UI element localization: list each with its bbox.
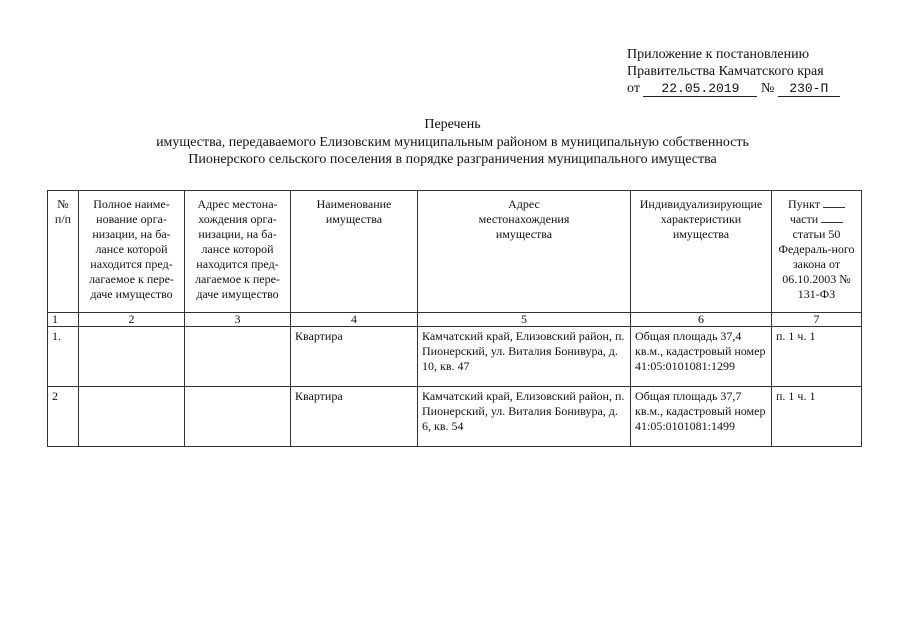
column-number: 6 — [631, 313, 772, 327]
header-characteristics-line-1: Индивидуализирующие — [639, 197, 763, 211]
column-number: 5 — [418, 313, 631, 327]
row-property-name: Квартира — [291, 327, 418, 387]
title-line-3: Пионерского сельского поселения в порядке разграничения муниципального имущества — [188, 152, 717, 167]
row-clause: п. 1 ч. 1 — [772, 327, 862, 387]
header-property-address-line-2: местонахождения — [478, 212, 570, 226]
header-number: № п/п — [48, 191, 79, 313]
header-property-address — [418, 191, 631, 313]
header-characteristics — [631, 191, 772, 313]
header-clause-line-2: части — [776, 212, 857, 227]
row-characteristics: Общая площадь 37,4 кв.м., кадастровый номер 41:05:0101081:1299 — [631, 327, 772, 387]
header-property-name: Наименование имущества — [291, 191, 418, 313]
table-header-row — [48, 191, 862, 313]
attachment-line-2: Правительства Камчатского края — [627, 64, 824, 79]
document-date: 22.05.2019 — [643, 82, 757, 97]
column-number: 3 — [185, 313, 291, 327]
column-number: 7 — [772, 313, 862, 327]
column-number: 4 — [291, 313, 418, 327]
row-property-address: Камчатский край, Елизовский район, п. Пионерский, ул. Виталия Бонивура, д. 6, кв. 54 — [418, 387, 631, 447]
header-clause-line-3: статьи 50 Федераль-ного закона от 06.10.2003 № 131-ФЗ — [778, 227, 855, 301]
column-number: 1 — [48, 313, 79, 327]
header-org-name: Полное наиме-нование орга-низации, на ба-лансе которой находится пред-лагаемое к пере-даче имущество — [79, 191, 185, 313]
from-label: от — [627, 81, 640, 96]
header-property-address-line-1: Адрес — [508, 197, 540, 211]
header-property-address-line-3: имущества — [495, 227, 553, 241]
table-row — [48, 387, 862, 447]
column-number: 2 — [79, 313, 185, 327]
header-org-address: Адрес местона-хождения орга-низации, на ба-лансе которой находится пред-лагаемое к пере-даче имущество — [185, 191, 291, 313]
row-org-address — [185, 327, 291, 387]
row-property-address: Камчатский край, Елизовский район, п. Пионерский, ул. Виталия Бонивура, д. 10, кв. 47 — [418, 327, 631, 387]
document-number: 230-П — [778, 82, 840, 97]
row-org-name — [79, 327, 185, 387]
row-number: 1. — [48, 327, 79, 387]
header-characteristics-line-3: имущества — [672, 227, 730, 241]
row-clause: п. 1 ч. 1 — [772, 387, 862, 447]
column-number-row — [48, 313, 862, 327]
row-org-name — [79, 387, 185, 447]
header-characteristics-line-2: характеристики — [660, 212, 742, 226]
header-clause-line-1: Пункт — [776, 197, 857, 212]
title-line-1: Перечень — [424, 117, 481, 132]
row-number: 2 — [48, 387, 79, 447]
title-line-2: имущества, передаваемого Елизовским муниципальным районом в муниципальную собственность — [156, 135, 749, 150]
row-org-address — [185, 387, 291, 447]
number-label: № — [760, 81, 775, 96]
row-property-name: Квартира — [291, 387, 418, 447]
attachment-block — [627, 46, 840, 97]
table-row — [48, 327, 862, 387]
row-characteristics: Общая площадь 37,7 кв.м., кадастровый номер 41:05:0101081:1499 — [631, 387, 772, 447]
attachment-line-1: Приложение к постановлению — [627, 47, 810, 62]
property-table — [47, 190, 862, 447]
attachment-line-3 — [627, 80, 840, 97]
header-clause — [772, 191, 862, 313]
